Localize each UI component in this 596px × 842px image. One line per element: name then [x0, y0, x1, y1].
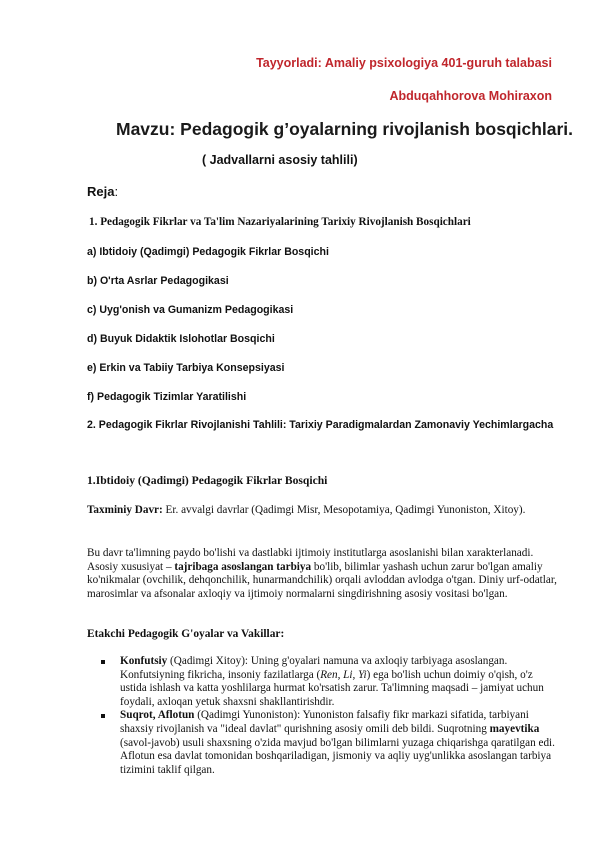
- intro-text-1: Bu davr ta'limning paydo bo'lishi va dastlabki ijtimoiy institutlarga asoslanishi bilan xarakterlanadi. Asosiy xususiyat –: [87, 547, 534, 573]
- list-item-text: (savol-javob) usuli shaxsning o'zida mavjud bo'lgan bilimlarni yuzaga chiqarishga qaratilgan edi. Aflotun esa davlat tomonidan boshqariladigan, jismoniy va aqliy uyg'unlikka asoslangan tarbiya tizimini taklif qilgan.: [120, 736, 555, 776]
- plan-label-colon: :: [114, 184, 119, 199]
- bullet-square-icon: [101, 714, 105, 718]
- plan-label: [87, 184, 118, 199]
- plan-item-f: f) Pedagogik Tizimlar Yaratilishi: [87, 391, 247, 403]
- plan-label-text: Reja: [87, 184, 115, 199]
- period-label: Taxminiy Davr:: [87, 504, 163, 516]
- bullet-square-icon: [101, 660, 105, 664]
- plan-item-e: e) Erkin va Tabiiy Tarbiya Konsepsiyasi: [87, 362, 285, 374]
- list-item: [101, 709, 557, 777]
- period-text: Er. avvalgi davrlar (Qadimgi Misr, Mesopotamiya, Qadimgi Yunoniston, Xitoy).: [162, 504, 526, 516]
- plan-item-d: d) Buyuk Didaktik Islohotlar Bosqichi: [87, 333, 275, 345]
- plan-item-a: a) Ibtidoiy (Qadimgi) Pedagogik Fikrlar Bosqichi: [87, 246, 329, 258]
- prepared-by-line: Tayyorladi: Amaliy psixologiya 401-guruh talabasi: [256, 56, 552, 70]
- list-item-text: ) ega bo'lish uchun doimiy o'qish, o'z ustida ishlash va katta yoshlilarga hurmat ko'rsatish zarur. Ta'limning maqsadi – jamiyat uchun foydali, axloqan yetuk shaxsni shakllantirishdir.: [120, 668, 544, 708]
- representative-name: Suqrot, Aflotun: [120, 709, 195, 722]
- page-title: Mavzu: Pedagogik g’oyalarning rivojlanish bosqichlari.: [116, 119, 574, 139]
- intro-text-2: bo'lib, bilimlar yashash uchun zarur bo'lgan amaliy ko'nikmalar (ovchilik, dehqonchilik, hunarmandchilik) orqali avloddan avlodga o'tgan. Diniy urf-odatlar, marosimlar va afsonalar axloqiy va ijtimoiy normalarni singdirishning asosiy vositasi bo'lgan.: [87, 560, 557, 600]
- section-heading: 1.Ibtidoiy (Qadimgi) Pedagogik Fikrlar Bosqichi: [87, 474, 328, 487]
- page-subtitle: ( Jadvallarni asosiy tahlili): [202, 153, 358, 167]
- representative-name: Konfutsiy: [120, 655, 168, 667]
- ideas-heading: Etakchi Pedagogik G'oyalar va Vakillar:: [87, 628, 285, 640]
- bold-term: mayevtika: [489, 722, 540, 735]
- plan-item-2: 2. Pedagogik Fikrlar Rivojlanishi Tahlili: Tarixiy Paradigmalardan Zamonaviy Yechimlargacha: [87, 419, 554, 431]
- intro-bold-term: tajribaga asoslangan tarbiya: [174, 560, 312, 573]
- plan-item-1: 1. Pedagogik Fikrlar va Ta'lim Nazariyalarining Tarixiy Rivojlanish Bosqichlari: [89, 216, 471, 228]
- list-item: [101, 655, 557, 709]
- list-item-text: (Qadimgi Yunoniston): Yunoniston falsafiy fikr markazi sifatida, tarbiyani shaxsiy rivojlanish va "ideal davlat" qurishning asosiy omili deb bildi. Suqrotning: [120, 709, 529, 735]
- plan-item-b: b) O'rta Asrlar Pedagogikasi: [87, 275, 229, 287]
- plan-item-c: c) Uyg'onish va Gumanizm Pedagogikasi: [87, 304, 294, 316]
- list-item-text: (Qadimgi Xitoy): Uning g'oyalari namuna va axloqiy tarbiyaga asoslangan. Konfutsiyning fikricha, insoniy fazilatlarga (: [120, 655, 508, 681]
- intro-paragraph: [87, 547, 557, 601]
- period-paragraph: [87, 504, 557, 518]
- author-name: Abduqahhorova Mohiraxon: [389, 89, 552, 103]
- italic-terms: Ren, Li, Yi: [320, 668, 367, 681]
- ideas-list: [101, 655, 557, 777]
